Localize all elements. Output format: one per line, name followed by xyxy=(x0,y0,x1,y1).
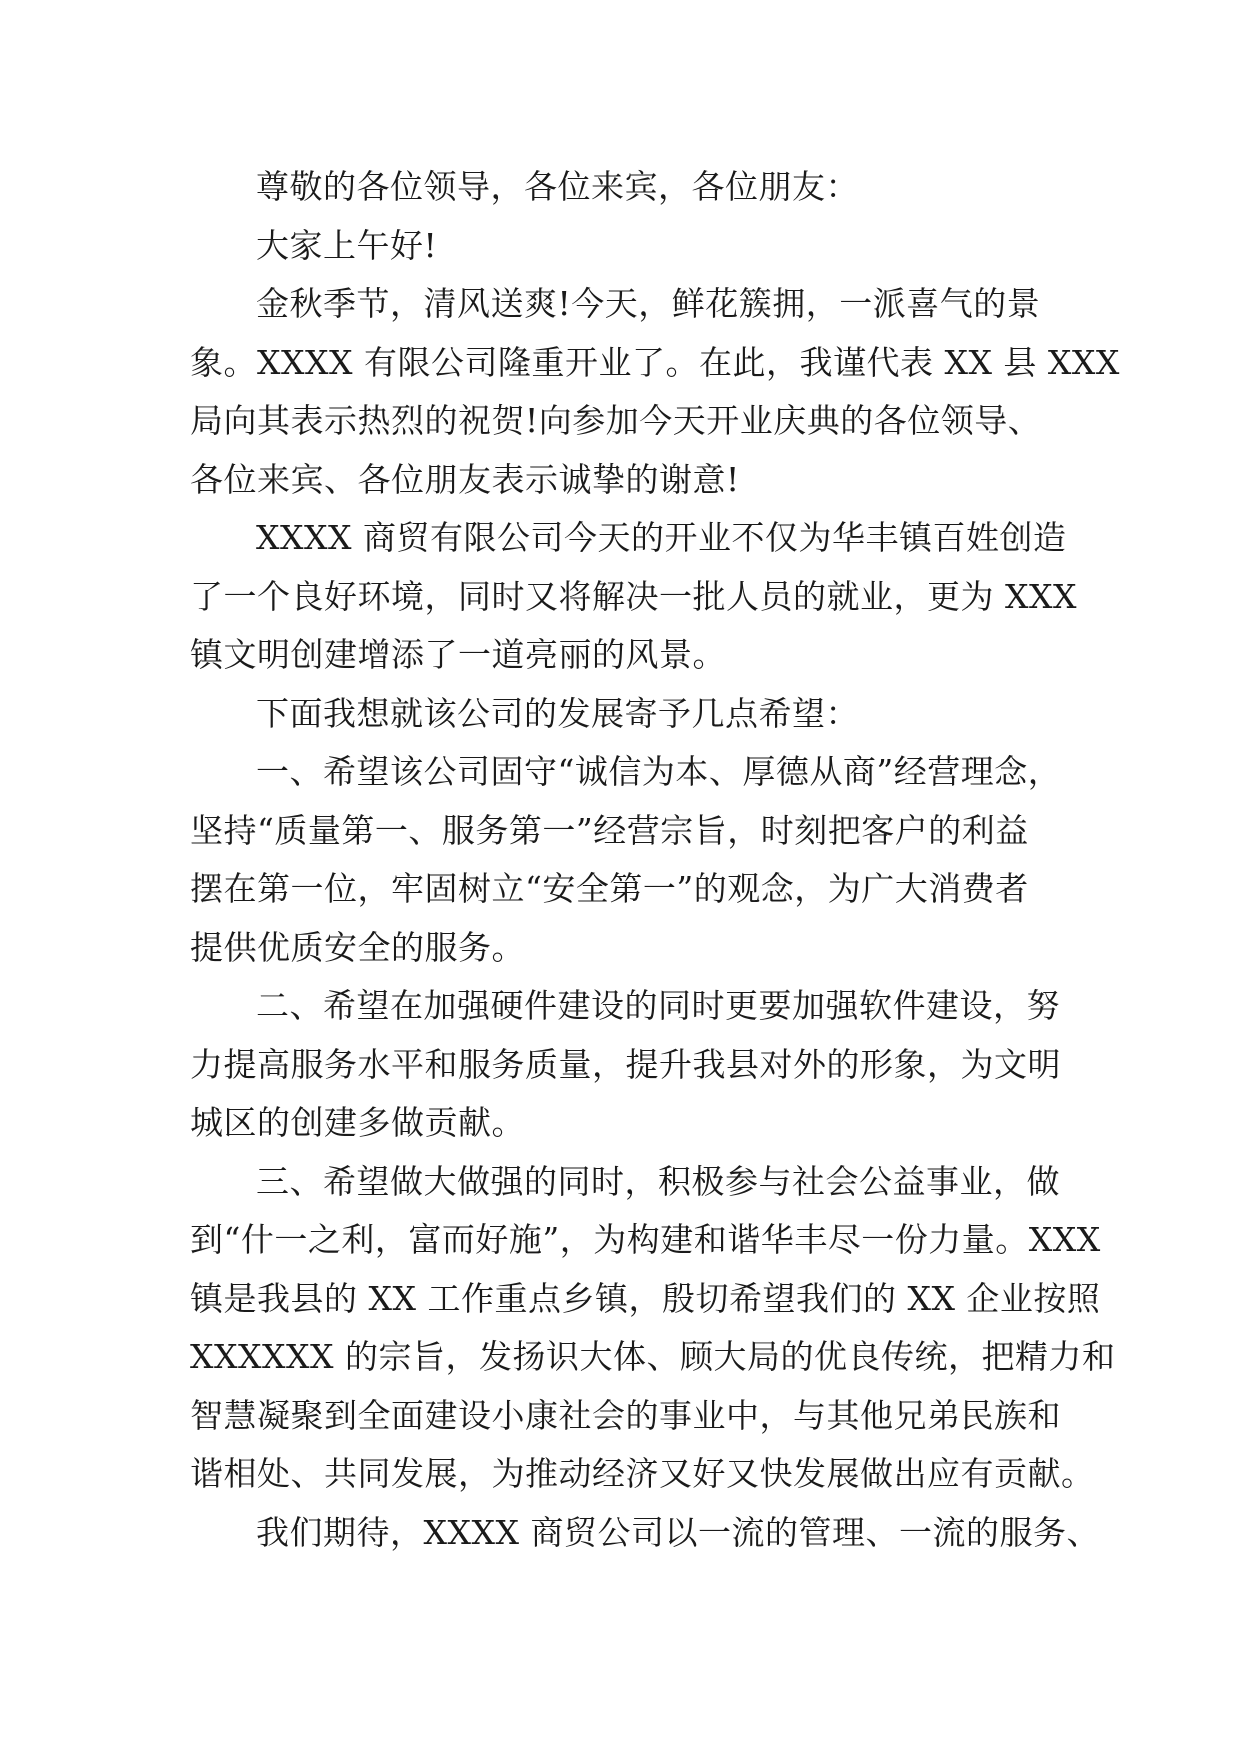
text-line: 一、希望该公司固守“诚信为本、厚德从商”经营理念， xyxy=(256,752,1062,791)
text-line: 二、希望在加强硬件建设的同时更要加强软件建设，努 xyxy=(256,986,1060,1025)
text-line: 到“什一之利，富而好施”，为构建和谐华丰尽一份力量。XXX xyxy=(190,1220,1101,1259)
text-line: 大家上午好! xyxy=(256,225,438,265)
text-line: 金秋季节，清风送爽!今天，鲜花簇拥，一派喜气的景 xyxy=(256,284,1041,323)
text-line: 提供优质安全的服务。 xyxy=(190,927,525,967)
text-line: 三、希望做大做强的同时，积极参与社会公益事业，做 xyxy=(256,1161,1060,1201)
text-line: 摆在第一位，牢固树立“安全第一”的观念，为广大消费者 xyxy=(190,869,1029,908)
text-line: 镇文明创建增添了一道亮丽的风景。 xyxy=(190,635,726,674)
text-line: 了一个良好环境，同时又将解决一批人员的就业，更为 XXX xyxy=(190,576,1077,616)
text-line: 谐相处、共同发展，为推动经济又好又快发展做出应有贡献。 xyxy=(190,1454,1095,1493)
document-body xyxy=(190,158,1120,1562)
text-line: 尊敬的各位领导，各位来宾，各位朋友： xyxy=(256,167,859,206)
text-line: XXXXXX 的宗旨，发扬识大体、顾大局的优良传统，把精力和 xyxy=(190,1337,1116,1376)
text-line: 力提高服务水平和服务质量，提升我县对外的形象，为文明 xyxy=(190,1044,1061,1084)
text-line: XXXX 商贸有限公司今天的开业不仅为华丰镇百姓创造 xyxy=(256,518,1067,557)
text-line: 城区的创建多做贡献。 xyxy=(190,1103,525,1142)
text-line: 局向其表示热烈的祝贺!向参加今天开业庆典的各位领导、 xyxy=(190,401,1042,440)
text-line: 坚持“质量第一、服务第一”经营宗旨，时刻把客户的利益 xyxy=(190,810,1029,850)
text-line: 镇是我县的 XX 工作重点乡镇，殷切希望我们的 XX 企业按照 xyxy=(190,1278,1101,1318)
text-line: 下面我想就该公司的发展寄予几点希望： xyxy=(256,693,859,733)
text-line: 象。XXXX 有限公司隆重开业了。在此，我谨代表 XX 县 XXX xyxy=(190,342,1120,382)
text-line: 各位来宾、各位朋友表示诚挚的谢意! xyxy=(190,459,740,499)
text-line: 智慧凝聚到全面建设小康社会的事业中，与其他兄弟民族和 xyxy=(190,1395,1061,1435)
text-line: 我们期待，XXXX 商贸公司以一流的管理、一流的服务、 xyxy=(256,1512,1100,1552)
